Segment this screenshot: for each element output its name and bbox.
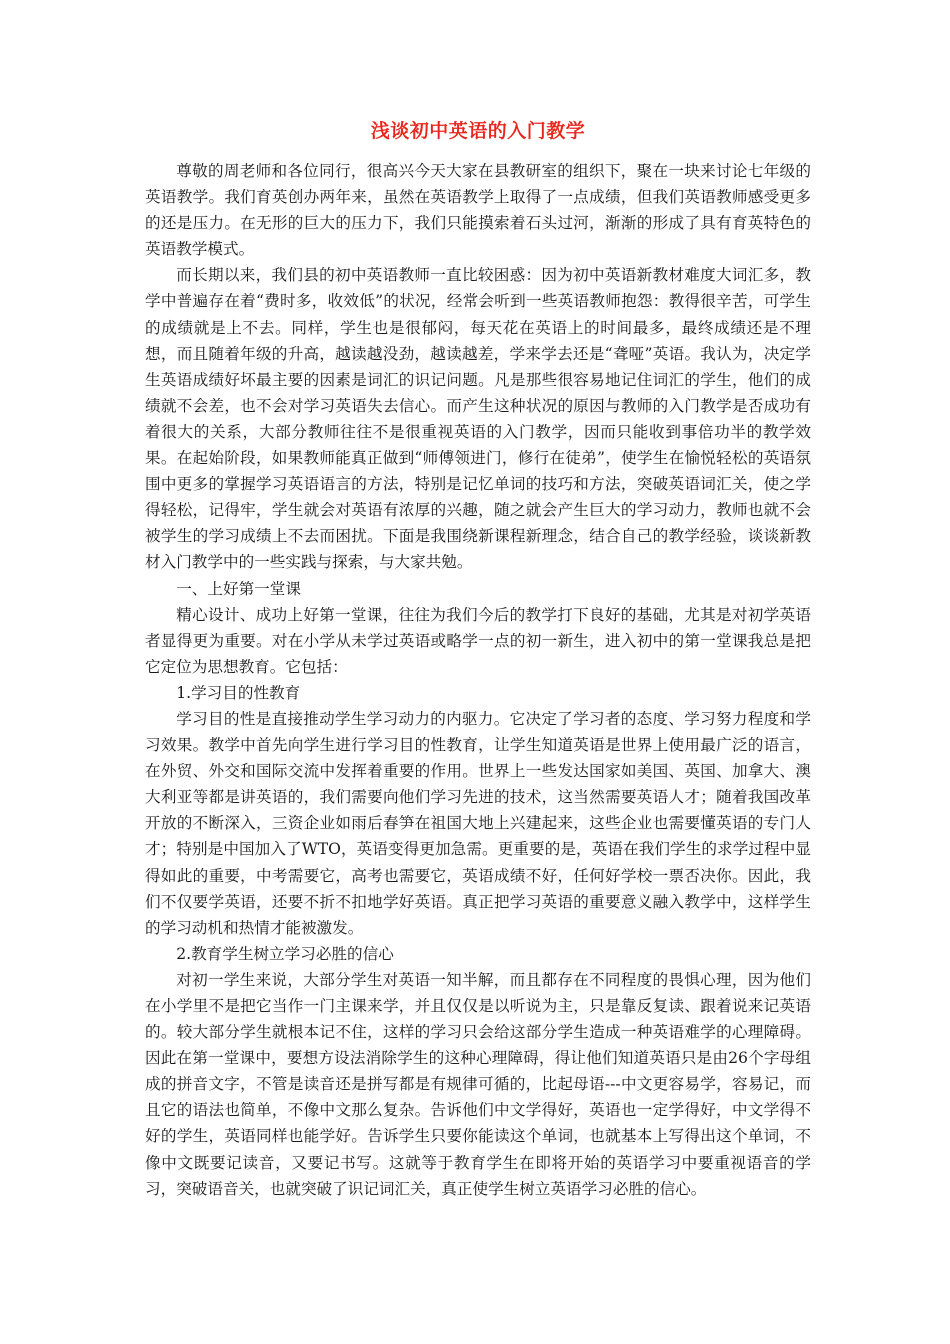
subsection-heading-purpose: 1.学习目的性教育 — [176, 683, 301, 702]
section-heading: 一、上好第一堂课 — [176, 579, 301, 598]
document-page — [145, 118, 811, 1202]
subsection-heading-confidence: 2.教育学生树立学习必胜的信心 — [176, 944, 394, 963]
subsection-body-purpose: 学习目的性是直接推动学生学习动力的内驱力。它决定了学习者的态度、学习努力程度和学习效果。教学中首先向学生进行学习目的性教育，让学生知道英语是世界上使用最广泛的语言，在外贸、外交和国际交流中发挥着重要的作用。世界上一些发达国家如美国、英国、加拿大、澳大利亚等都是讲英语的，我们需要向他们学习先进的技术，这当然需要英语人才；随着我国改革开放的不断深入，三资企业如雨后春笋在祖国大地上兴建起来，这些企业也需要懂英语的专门人才；特别是中国加入了WTO，英语变得更加急需。更重要的是，英语在我们学生的求学过程中显得如此的重要，中考需要它，高考也需要它，英语成绩不好，任何好学校一票否决你。因此，我们不仅要学英语，还要不折不扣地学好英语。真正把学习英语的重要意义融入教学中，这样学生的学习动机和热情才能被激发。 — [145, 709, 811, 937]
subsection-body-confidence: 对初一学生来说，大部分学生对英语一知半解，而且都存在不同程度的畏惧心理，因为他们在小学里不是把它当作一门主课来学，并且仅仅是以听说为主，只是靠反复读、跟着说来记英语的。较大部分学生就根本记不住，这样的学习只会给这部分学生造成一种英语难学的心理障碍。因此在第一堂课中，要想方设法消除学生的这种心理障碍，得让他们知道英语只是由26个字母组成的拼音文字，不管是读音还是拼写都是有规律可循的，比起母语---中文更容易学，容易记，而且它的语法也简单，不像中文那么复杂。告诉他们中文学得好，英语也一定学得好，中文学得不好的学生，英语同样也能学好。告诉学生只要你能读这个单词，也就基本上写得出这个单词，不像中文既要记读音，又要记书写。这就等于教育学生在即将开始的英语学习中要重视语音的学习，突破语音关，也就突破了识记词汇关，真正使学生树立英语学习必胜的信心。 — [145, 970, 811, 1198]
section-intro: 精心设计、成功上好第一堂课，往往为我们今后的教学打下良好的基础，尤其是对初学英语者显得更为重要。对在小学从未学过英语或略学一点的初一新生，进入初中的第一堂课我总是把它定位为思想教育。它包括： — [145, 605, 811, 676]
document-title: 浅谈初中英语的入门教学 — [370, 120, 586, 142]
paragraph-problem: 而长期以来，我们县的初中英语教师一直比较困惑：因为初中英语新教材难度大词汇多，教学中普遍存在着“费时多，收效低”的状况，经常会听到一些英语教师抱怨：教得很辛苦，可学生的成绩就是上不去。同样，学生也是很郁闷，每天花在英语上的时间最多，最终成绩还是不理想，而且随着年级的升高，越读越没劲，越读越差，学来学去还是“聋哑”英语。我认为，决定学生英语成绩好坏最主要的因素是词汇的识记问题。凡是那些很容易地记住词汇的学生，他们的成绩就不会差，也不会对学习英语失去信心。而产生这种状况的原因与教师的入门教学是否成功有着很大的关系，大部分教师往往不是很重视英语的入门教学，因而只能收到事倍功半的教学效果。在起始阶段，如果教师能真正做到“师傅领进门，修行在徒弟”，使学生在愉悦轻松的英语氛围中更多的掌握学习英语语言的方法，特别是记忆单词的技巧和方法，突破英语词汇关，使之学得轻松，记得牢，学生就会对英语有浓厚的兴趣，随之就会产生巨大的学习动力，教师也就不会被学生的学习成绩上不去而困扰。下面是我围绕新课程新理念，结合自己的教学经验，谈谈新教材入门教学中的一些实践与探索，与大家共勉。 — [145, 266, 811, 572]
paragraph-greeting: 尊敬的周老师和各位同行，很高兴今天大家在县教研室的组织下，聚在一块来讨论七年级的英语教学。我们育英创办两年来，虽然在英语教学上取得了一点成绩，但我们英语教师感受更多的还是压力。在无形的巨大的压力下，我们只能摸索着石头过河，渐渐的形成了具有育英特色的英语教学模式。 — [145, 162, 811, 259]
